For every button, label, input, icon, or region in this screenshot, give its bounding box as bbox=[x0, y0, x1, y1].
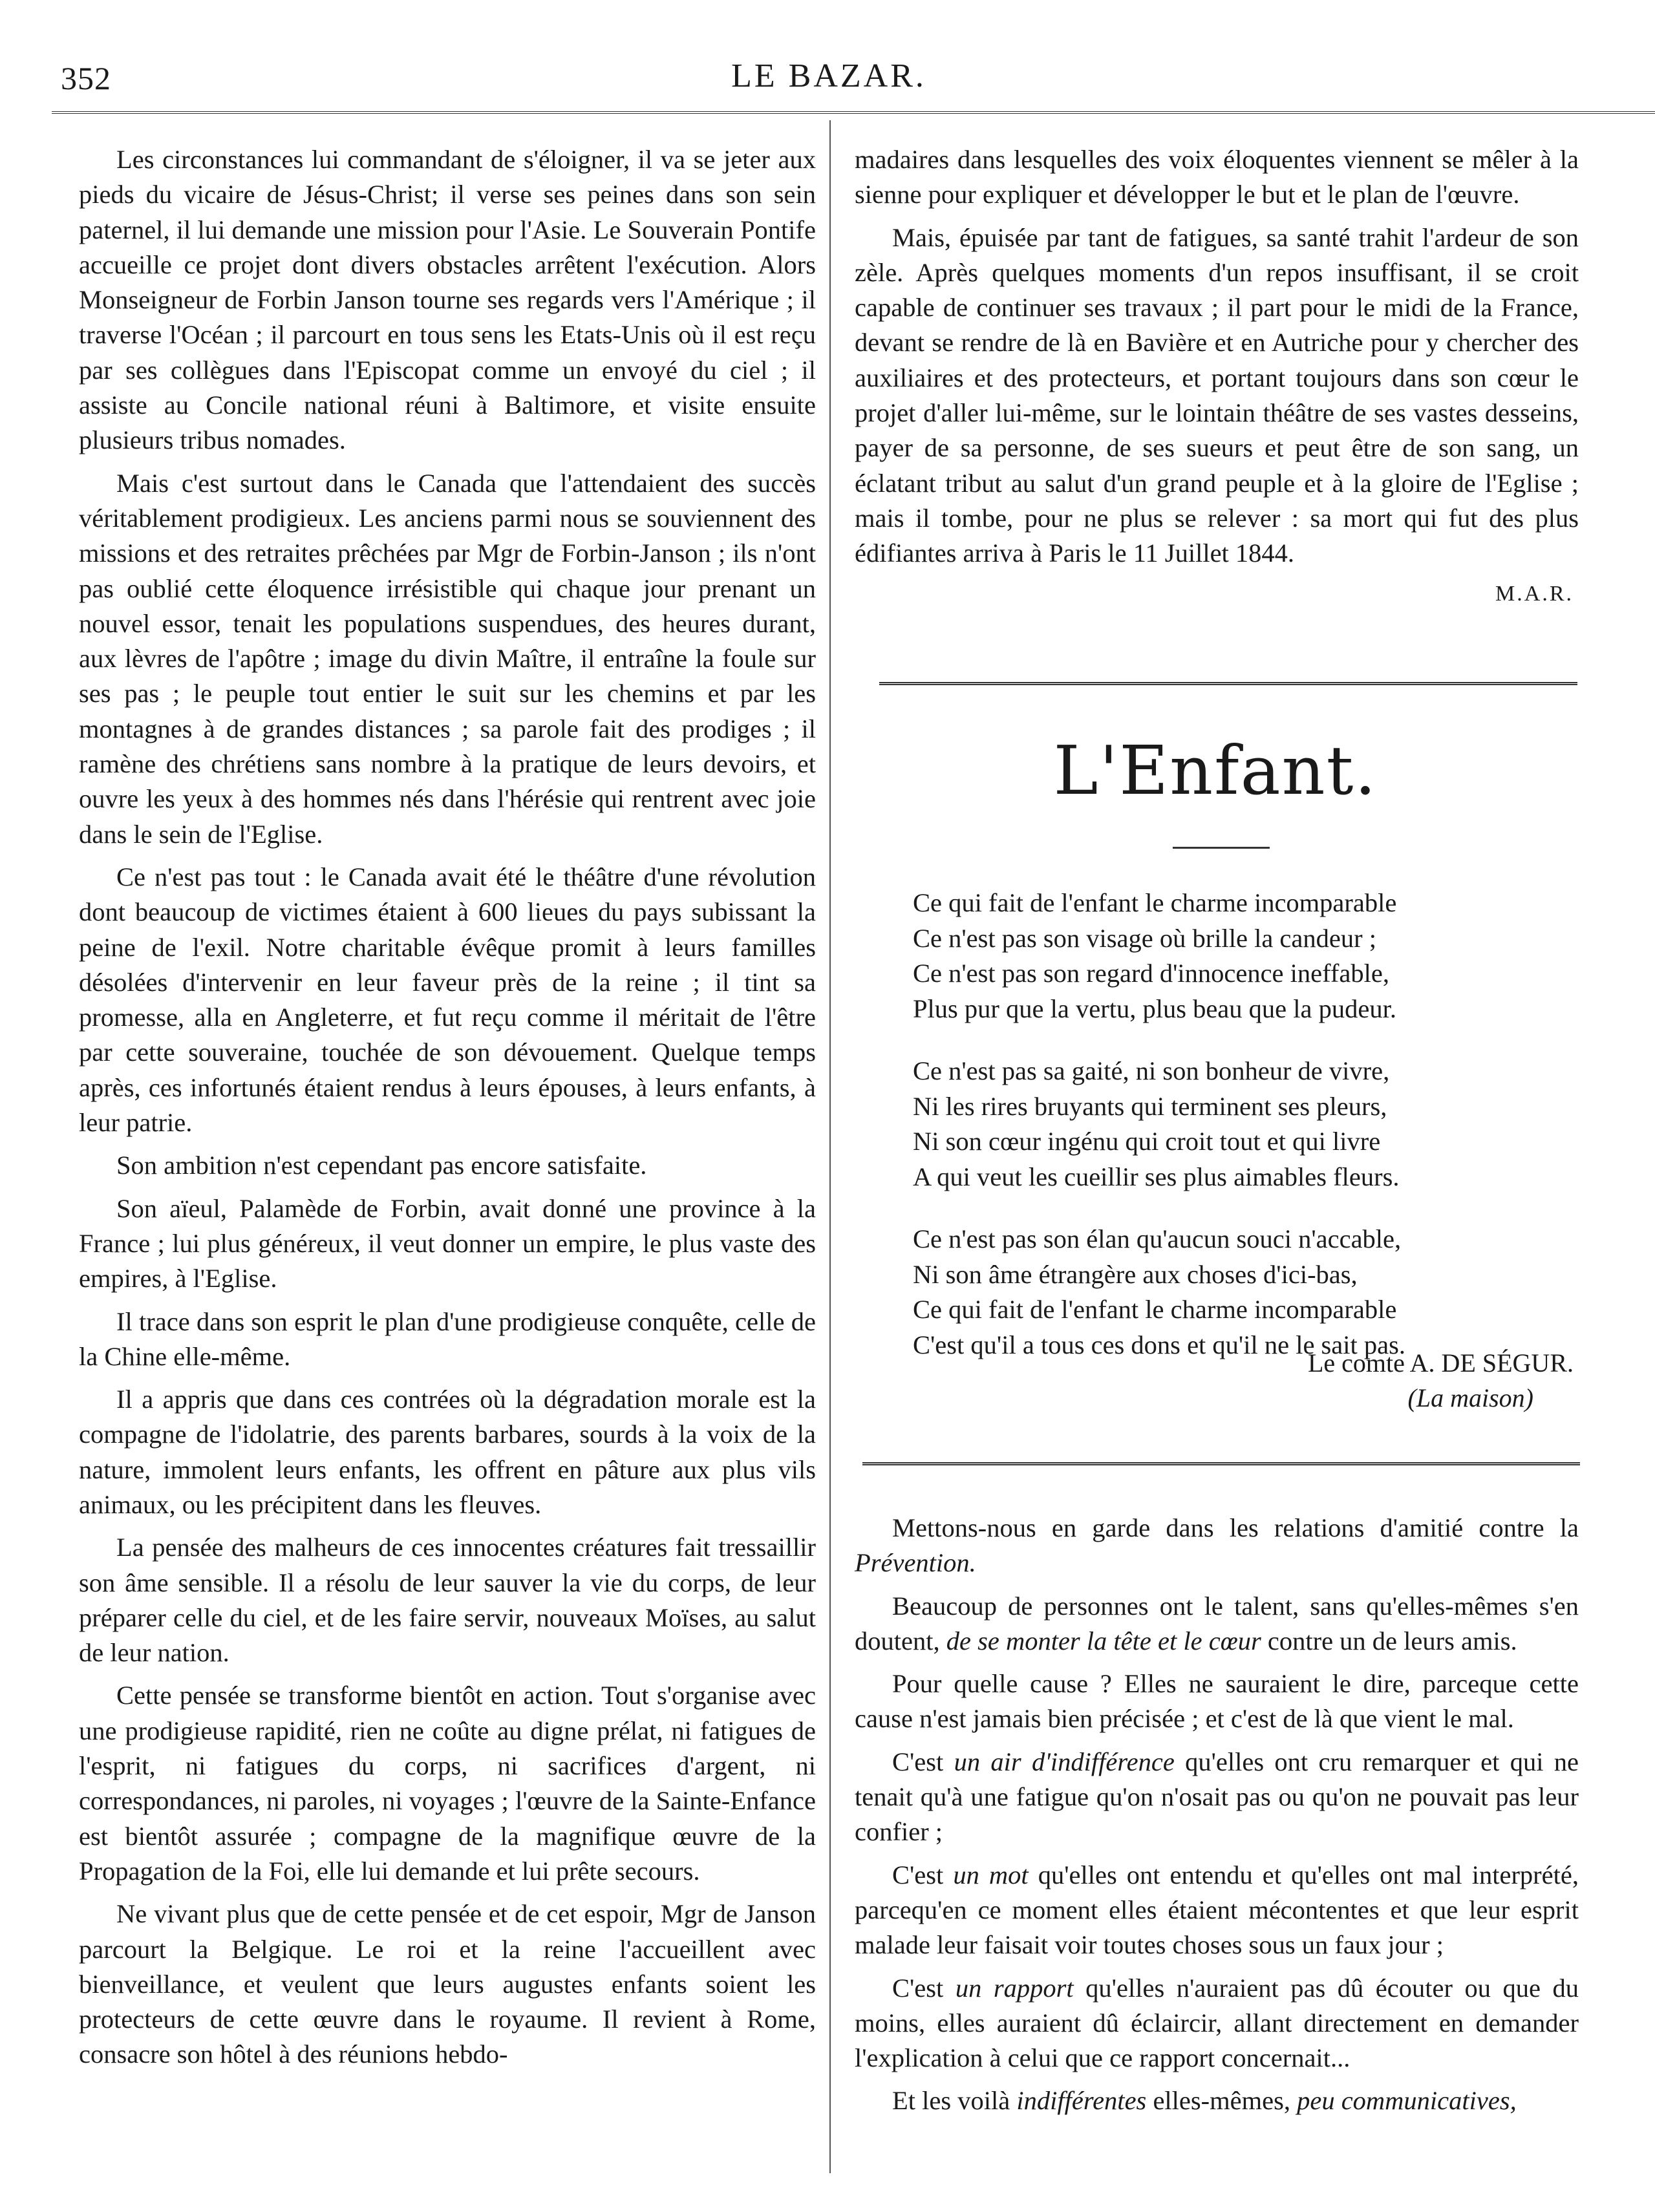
poem-line: Plus pur que la vertu, plus beau que la pudeur. bbox=[913, 994, 1396, 1023]
italic-text: un air d'indifférence bbox=[954, 1747, 1175, 1776]
italic-text: un mot bbox=[953, 1860, 1029, 1889]
article-paragraph: La pensée des malheurs de ces innocentes créatures fait tressaillir son âme sensible. Il a résolu de leur sauver la vie du corps, de leur préparer celle du ciel, et de les faire servir, nouveaux Moïses, au salut de leur nation. bbox=[79, 1533, 816, 1668]
text-run: elles-mêmes, bbox=[1146, 2086, 1297, 2116]
article-paragraph bbox=[855, 2083, 1579, 2118]
right-column-article bbox=[855, 142, 1579, 611]
article-paragraph: Ce n'est pas tout : le Canada avait été le théâtre d'une révolution dont beaucoup de victimes étaient à 600 lieues du pays subissant la peine de l'exil. Notre charitable évêque promit à leurs familles désolées d'intervenir en leur faveur près de la reine ; il tint sa promesse, alla en Angleterre, et fut reçu comme il méritait de l'être par cette souveraine, touchée de son dévouement. Quelque temps après, ces infortunés étaient rendus à leurs épouses, à leurs enfants, à leur patrie. bbox=[79, 862, 816, 1138]
header-rule bbox=[52, 111, 1655, 114]
text-run: contre un de leurs amis. bbox=[1261, 1626, 1517, 1655]
article-paragraph: Il a appris que dans ces contrées où la dégradation morale est la compagne de l'idolatrie, des parents barbares, sourds à la voix de la nature, immolent leurs enfants, les offrent en pâture aux plus vils animaux, ou les précipitent dans les fleuves. bbox=[79, 1385, 816, 1519]
italic-text: indifférentes bbox=[1016, 2086, 1147, 2116]
italic-text: Prévention. bbox=[855, 1548, 976, 1578]
poem-line: Ni son cœur ingénu qui croit tout et qui livre bbox=[913, 1127, 1381, 1156]
article-paragraph: Son ambition n'est cependant pas encore satisfaite. bbox=[116, 1151, 647, 1180]
article-paragraph: Pour quelle cause ? Elles ne sauraient le dire, parceque cette cause n'est jamais bien précisée ; et c'est de là que vient le mal. bbox=[855, 1669, 1579, 1734]
text-run: C'est bbox=[892, 1747, 954, 1776]
poem-line: Ni les rires bruyants qui terminent ses pleurs, bbox=[913, 1091, 1387, 1121]
article-paragraph bbox=[855, 1745, 1579, 1850]
text-run: qu'elles ont cru remarquer et qui ne tenait qu'à une fatigue qu'on n'osait pas ou qu'on ne pouvait pas leur confier ; bbox=[855, 1747, 1579, 1847]
poem-title: L'Enfant. bbox=[1053, 731, 1378, 810]
article-paragraph: Les circonstances lui commandant de s'éloigner, il va se jeter aux pieds du vicaire de Jésus-Christ; il verse ses peines dans son sein paternel, il lui demande une mission pour l'Asie. Le Souverain Pontife accueille ce projet dont divers obstacles arrêtent l'exécution. Alors Monseigneur de Forbin Janson tourne ses regards vers l'Amérique ; il traverse l'Océan ; il parcourt en tous sens les Etats-Unis où il est reçu par ses collègues dans l'Episcopat comme un envoyé du ciel ; il assiste au Concile national réuni à Baltimore, et visite ensuite plusieurs tribus nomades. bbox=[79, 145, 816, 455]
page-number: 352 bbox=[61, 60, 111, 96]
italic-text: peu communicatives, bbox=[1297, 2086, 1517, 2116]
poem-stanza bbox=[913, 1222, 1533, 1363]
poem-line: C'est qu'il a tous ces dons et qu'il ne le sait pas. bbox=[913, 1330, 1406, 1359]
article-paragraph bbox=[855, 1971, 1579, 2076]
article-continuation: madaires dans lesquelles des voix éloquentes viennent se mêler à la sienne pour expliquer et développer le but et le plan de l'œuvre. bbox=[855, 145, 1579, 209]
section-separator bbox=[862, 1462, 1580, 1465]
column-divider bbox=[829, 120, 831, 2173]
article-paragraph: Cette pensée se transforme bientôt en action. Tout s'organise avec une prodigieuse rapidité, rien ne coûte au digne prélat, ni fatigues de l'esprit, ni fatigues du corps, ni sacrifices d'argent, ni correspondances, ni paroles, ni voyages ; l'œuvre de la Sainte-Enfance est bientôt assurée ; compagne de la magnifique œuvre de la Propagation de la Foi, elle lui demande et lui prête secours. bbox=[79, 1681, 816, 1886]
friendship-article bbox=[855, 1511, 1579, 2127]
text-run: C'est bbox=[892, 1860, 954, 1889]
poem-stanza bbox=[913, 886, 1533, 1026]
poem-line: Ni son âme étrangère aux choses d'ici-bas, bbox=[913, 1259, 1358, 1289]
article-signature: M.A.R. bbox=[1495, 581, 1574, 606]
poem-line: Ce qui fait de l'enfant le charme incomparable bbox=[913, 888, 1397, 917]
italic-text: un rapport bbox=[955, 1973, 1074, 2003]
running-title: LE BAZAR. bbox=[731, 58, 926, 94]
poem-author: Le comte A. DE SÉGUR. bbox=[1307, 1348, 1574, 1377]
left-column-article bbox=[79, 142, 816, 2080]
italic-text: de se monter la tête et le cœur bbox=[946, 1626, 1261, 1655]
page-header bbox=[47, 52, 1611, 103]
article-paragraph bbox=[855, 1858, 1579, 1963]
article-paragraph: Ne vivant plus que de cette pensée et de cet espoir, Mgr de Janson parcourt la Belgique. Le roi et la reine l'accueillent avec bienveillance, et veulent que leurs augustes enfants soient les protecteurs de cette œuvre dans le royaume. Il revient à Rome, consacre son hôtel à des réunions hebdo- bbox=[79, 1899, 816, 2069]
article-paragraph: Il trace dans son esprit le plan d'une prodigieuse conquête, celle de la Chine elle-même. bbox=[79, 1306, 816, 1371]
poem-line: A qui veut les cueillir ses plus aimables fleurs. bbox=[913, 1162, 1400, 1191]
poem-line: Ce n'est pas son visage où brille la candeur ; bbox=[913, 923, 1376, 953]
article-paragraph: Mais, épuisée par tant de fatigues, sa santé trahit l'ardeur de son zèle. Après quelques moments d'un repos insuffisant, il se croit capable de continuer ses travaux ; il part pour le midi de la France, devant se rendre de là en Bavière et en Autriche pour y chercher des auxiliaires et des protecteurs, et portant toujours dans son cœur le projet d'aller lui-même, sur le lointain théâtre de ses vastes desseins, payer de sa personne, de ses sueurs et peut être de son sang, un éclatant tribut au salut d'un grand peuple et à la gloire de l'Eglise ; mais il tombe, pour ne plus se relever : sa mort qui fut des plus édifiantes arriva à Paris le 11 Juillet 1844. bbox=[855, 222, 1579, 568]
section-separator bbox=[879, 682, 1577, 685]
title-rule bbox=[1173, 847, 1270, 849]
poem-source: (La maison) bbox=[1407, 1383, 1533, 1412]
text-run: qu'elles n'auraient pas dû écouter ou que du moins, elles auraient dû éclaircir, allant directement en demander l'explication à celui que ce rapport concernait... bbox=[855, 1973, 1579, 2073]
article-paragraph: Son aïeul, Palamède de Forbin, avait donné une province à la France ; lui plus généreux, il veut donner un empire, le plus vaste des empires, à l'Eglise. bbox=[79, 1193, 816, 1293]
text-run: Beaucoup de personnes ont le talent, sans qu'elles-mêmes s'en doutent, bbox=[855, 1591, 1579, 1655]
text-run: Mettons-nous en garde dans les relations d'amitié contre la bbox=[892, 1513, 1579, 1542]
poem-line: Ce n'est pas son regard d'innocence ineffable, bbox=[913, 959, 1389, 988]
article-paragraph: Mais c'est surtout dans le Canada que l'attendaient des succès véritablement prodigieux. Les anciens parmi nous se souviennent des missions et des retraites prêchées par Mgr de Forbin-Janson ; ils n'ont pas oublié cette éloquence irrésistible qui chaque jour prenant un nouvel essor, tenait les populations suspendues, des heures durant, aux lèvres de l'apôtre ; image du divin Maître, il entraîne la foule sur ses pas ; le peuple tout entier le suit sur les chemins et par les montagnes à de grandes distances ; sa parole fait des prodiges ; il ramène des chrétiens sans nombre à la pratique de leurs devoirs, et ouvre les yeux à des hommes nés dans l'hérésie qui rentrent avec joie dans le sein de l'Eglise. bbox=[79, 468, 816, 849]
text-run: C'est bbox=[892, 1973, 956, 2003]
article-paragraph bbox=[855, 1589, 1579, 1659]
article-paragraph bbox=[855, 1511, 1579, 1581]
poem-stanza bbox=[913, 1054, 1533, 1195]
poem-line: Ce n'est pas sa gaité, ni son bonheur de vivre, bbox=[913, 1056, 1390, 1085]
poem-attribution bbox=[855, 1346, 1579, 1416]
text-run: qu'elles ont entendu et qu'elles ont mal interprété, parcequ'en ce moment elles étaient mécontentes et que leur esprit malade leur faisait voir toutes choses sous un faux jour ; bbox=[855, 1860, 1579, 1960]
poem-line: Ce qui fait de l'enfant le charme incomparable bbox=[913, 1295, 1397, 1324]
poem-line: Ce n'est pas son élan qu'aucun souci n'accable, bbox=[913, 1224, 1402, 1253]
text-run: Et les voilà bbox=[892, 2086, 1017, 2116]
poem-body bbox=[913, 886, 1533, 1390]
